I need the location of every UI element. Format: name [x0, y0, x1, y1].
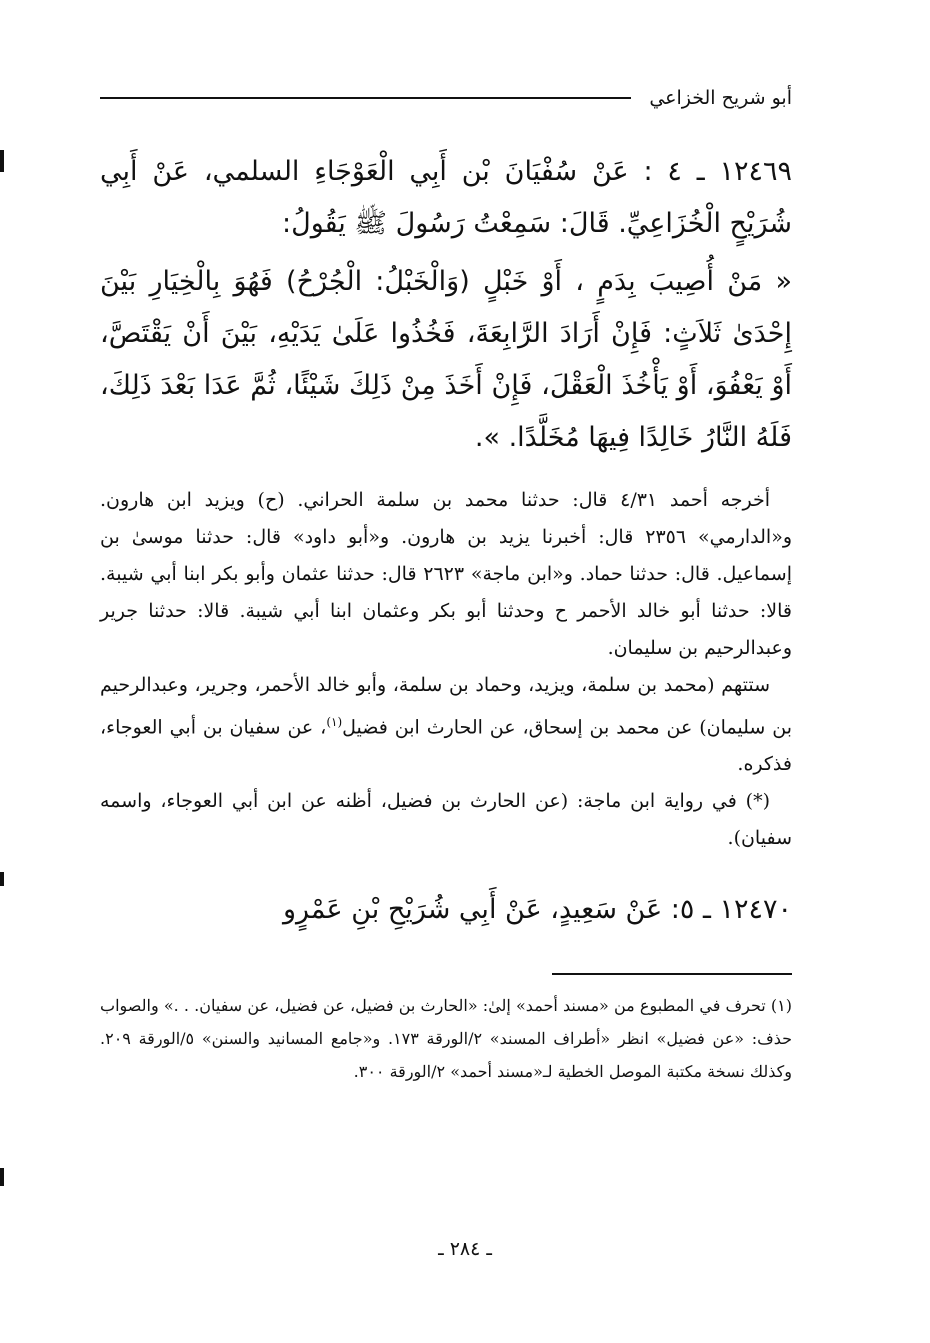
footnote-separator	[552, 973, 792, 975]
footnote-1: (١) تحرف في المطبوع من «مسند أحمد» إلىٰ: «الحارث بن فضيل، عن فضيل، عن سفيان. . .» والصواب حذف: «عن فضيل» انظر «أطراف المسند» ٢/الورقة ١٧٣. و«جامع المسانيد والسنن» ٥/الورقة ٢٠٩. وكذلك نسخة مكتبة الموصل الخطية لـ«مسند أحمد» ٢/الورقة ٣٠٠.	[100, 996, 793, 1082]
takhrij-paragraph-1: أخرجه أحمد ٤/٣١ قال: حدثنا محمد بن سلمة الحراني. (ح) ويزيد ابن هارون. و«الدارمي» ٢٣٥٦ قال: أخبرنا يزيد بن هارون. و«أبو داود» قال: حدثنا موسىٰ بن إسماعيل. قال: حدثنا حماد. و«ابن ماجة» ٢٦٢٣ قال: حدثنا عثمان وأبو بكر ابنا أبي شيبة. قالا: حدثنا أبو خالد الأحمر ح وحدثنا أبو بكر وعثمان ابنا أبي شيبة. قالا: حدثنا جرير وعبدالرحيم بن سليمان.	[100, 489, 792, 659]
page-body	[100, 78, 792, 1088]
running-header-title: أبو شريح الخزاعي	[649, 87, 792, 109]
takhrij-note-ibn-majah: (*) في رواية ابن ماجة: (عن الحارث بن فضيل، أظنه عن ابن أبي العوجاء، واسمه سفيان).	[100, 790, 792, 850]
hadith-1270-isnad: ١٢٤٧٠ ـ ٥: عَنْ سَعِيدٍ، عَنْ أَبِي شُرَيْحِ بْنِ عَمْرٍو	[282, 894, 792, 926]
takhrij-section	[100, 482, 792, 857]
running-header	[100, 78, 792, 118]
scan-edge-mark-top	[0, 150, 4, 172]
takhrij-paragraph-2-end: ، عن سفيان بن أبي العوجاء، فذكره.	[100, 716, 792, 776]
running-header-rule	[100, 97, 631, 99]
footnotes	[100, 989, 792, 1088]
scan-edge-mark-bottom	[0, 1168, 4, 1186]
page-number: ـ ٢٨٤ ـ	[438, 1238, 492, 1260]
scan-edge-mark-middle	[0, 872, 4, 886]
hadith-1269-isnad: ١٢٤٦٩ ـ ٤ : عَنْ سُفْيَانَ بْن أَبِي الْعَوْجَاءِ السلمي، عَنْ أَبِي شُرَيْحٍ الْخُزَاعِيِّ. قَالَ: سَمِعْتُ رَسُولَ ﷺ يَقُولُ:	[100, 156, 793, 239]
hadith-1269-matn: « مَنْ أُصِيبَ بِدَمٍ ، أَوْ خَبْلٍ (وَالْخَبْلُ: الْجُرْحُ) فَهُوَ بِالْخِيَارِ بَيْنَ إِحْدَىٰ ثَلاَثٍ: فَإِنْ أَرَادَ الرَّابِعَةَ، فَخُذُوا عَلَىٰ يَدَيْهِ، بَيْنَ أَنْ يَقْتَصَّ، أَوْ يَعْفُوَ، أَوْ يَأْخُذَ الْعَقْلَ، فَإِنْ أَخَذَ مِنْ ذَلِكَ شَيْئًا، ثُمَّ عَدَا بَعْدَ ذَلِكَ، فَلَهُ النَّارُ خَالِدًا فِيهَا مُخَلَّدًا. ».	[100, 266, 792, 453]
takhrij-paragraph-2	[100, 667, 792, 783]
footnote-reference-1: (١)	[326, 715, 343, 729]
takhrij-paragraph-2-text: ستتهم (محمد بن سلمة، ويزيد، وحماد بن سلمة، وأبو خالد الأحمر، وجرير، وعبدالرحيم بن سليمان) عن محمد بن إسحاق، عن الحارث ابن فضيل	[100, 674, 792, 739]
